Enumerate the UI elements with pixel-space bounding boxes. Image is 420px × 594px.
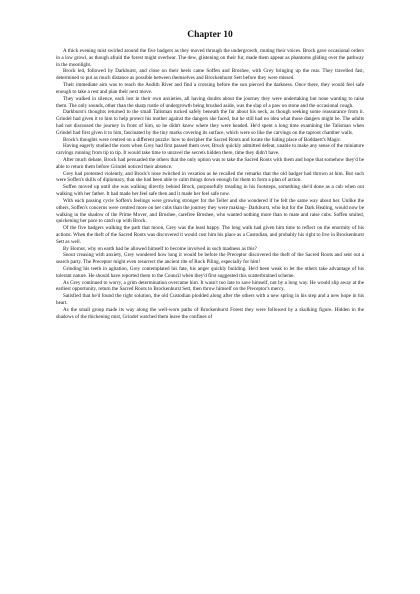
- paragraph: Snout creasing with anxiety, Grey wondered how long it would be before the Preceptor discovered the theft of the Sacred Roots and sent out a search party. The Preceptor might even resurrect the ancient rite of Rock Piling, especially for him!: [56, 252, 364, 266]
- paragraph: After much debate, Brock had persuaded the others that the only option was to take the Sacred Roots with them and hope that somehow they'd be able to return them before Grindel noticed their absence.: [56, 157, 364, 170]
- paragraph: Brock's thoughts were centred on a different puzzle: how to decipher the Sacred Roots and locate the hiding place of Boddaert's Magic.: [63, 136, 342, 143]
- chapter-body: [56, 48, 364, 321]
- paragraph: Satisfied that he'd found the right solution, the old Custodian plodded along after the others with a new spring in his step and a new hope in his heart.: [56, 293, 364, 307]
- paragraph: They walked in silence, each lost in their own anxieties, all having doubts about the journey they were undertaking but none wanting to raise them. The only sounds, other than the sharp rustle of undergrowth being brushed aside, was the slap of a paw on stone and the occasional cough.: [56, 95, 364, 109]
- paragraph: By Hornor, why on earth had he allowed himself to become involved in such madness as this?: [63, 245, 257, 252]
- paragraph: Grey had protested violently, and Brock's nose twitched in vexation as he recalled the remarks that the old badger had thrown at him. But such were Soffen's skills of diplomacy, that she had been able to calm things down enough for them to form a plan of action.: [56, 170, 364, 184]
- paragraph: Darkburst's thoughts returned to the small Talisman tucked safely beneath the fur about his neck, as though seeking some reassurance from it. Grindel had given it to him to help protect his mother against the dangers she faced, but he still had no idea what those dangers might be. The adults had not discussed the journey in front of him, so he didn't know where they were headed. He'd spent a long time examining the Talisman when Grindel had first given it to him, fascinated by the tiny marks covering its surface, which were so like the carvings on the taproot chamber walls.: [56, 109, 364, 136]
- paragraph: Soffen moved up until she was walking directly behind Brock, purposefully treading in his footsteps, something she'd done as a cub when out walking with her father. It had made her feel safe then and it made her feel safe now.: [56, 184, 364, 198]
- chapter-title: Chapter 10: [187, 30, 233, 40]
- paragraph: Having eagerly studied the roots when Grey had first passed them over, Brock quickly admitted defeat, unable to make any sense of the miniature carvings running from tip to tip. It would take time to unravel the secrets hidden there, time they didn't have.: [56, 143, 364, 157]
- paragraph: Grinding his teeth in agitation, Grey contemplated his fate, his anger quickly building. He'd been weak to let the others take advantage of his tolerant nature. He should have reported them to the Council when they'd first suggested this scatterbrained scheme.: [56, 266, 364, 279]
- paragraph: Of the five badgers walking the path that moon, Grey was the least happy. The long walk had given him time to reflect on the enormity of his actions. When the theft of the Sacred Roots was discovered it would cost him his place as a Custodian, and probably his right to live in Brockenhurst Sett as well.: [56, 225, 364, 245]
- paragraph: As the small group made its way along the well-worn paths of Brockenhurst Forest they were followed by a skulking figure. Hidden in the shadows of the thickening mist, Grindel watched them leave the confines of: [56, 306, 364, 320]
- paragraph: A thick evening mist swirled around the five badgers as they moved through the undergrowth, muting their voices. Brock gave occasional orders in a low growl, as though afraid the forest might overhear. The dew, glistening on their fur, made them appear as phantoms gliding over the pathway in the moonlight.: [56, 48, 364, 68]
- paragraph: As Grey continued to worry, a grim determination overcame him. It wasn't too late to save himself, not by a long way. He would slip away at the earliest opportunity, return the Sacred Roots to Brockenhurst Sett, then throw himself on the Preceptor's mercy.: [56, 279, 364, 293]
- paragraph: With each passing cycle Soffen's feelings were growing stronger for the Teller and she wondered if he felt the same way about her. Unlike the others, Soffen's concerns were centred more on her cubs than the journey they were making– Darkburst, who but for the Dark Healing, would now be walking in the shadow of the Prime Mover, and Broshee, carefree Broshee, who wanted nothing more than to mate and raise cubs. Soffen smiled, quickening her pace to catch up with Brock.: [56, 197, 364, 225]
- paragraph: Brock led, followed by Darkburst, and close on their heels came Soffen and Broshee, with Grey bringing up the rear. They travelled fast, determined to put as much distance as possible between themselves and Brockenhurst Sett before they were missed.: [56, 68, 364, 82]
- paragraph: Their immediate aim was to reach the Andith River and find a crossing before the sun pierced the darkness. Once there, they would feel safe enough to take a rest and plan their next move.: [56, 82, 364, 95]
